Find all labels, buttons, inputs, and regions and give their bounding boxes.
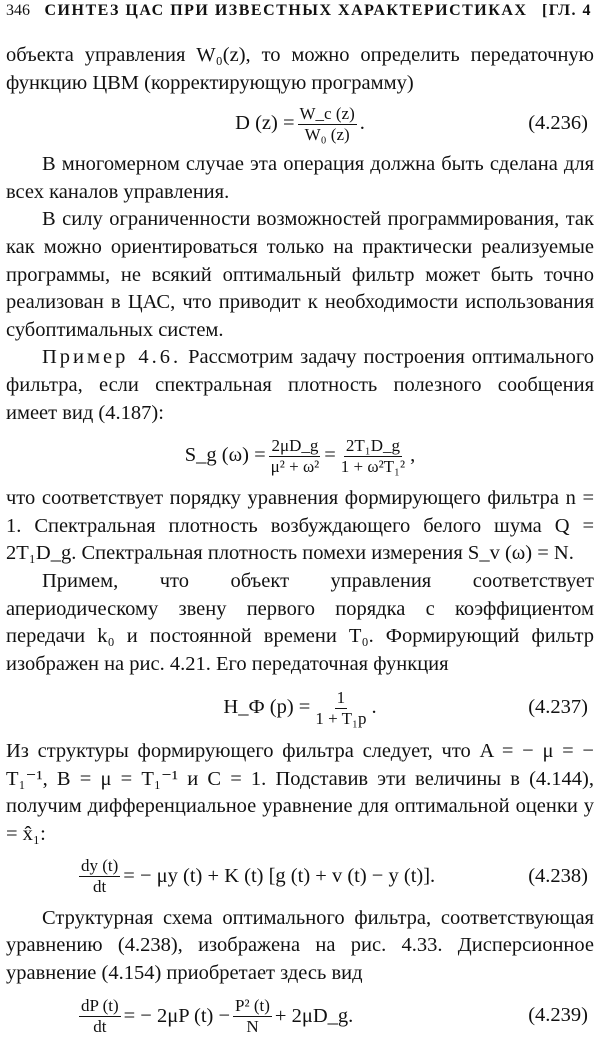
eq-4-238-numerator: dy (t) xyxy=(81,856,119,876)
eq-4-239-fraction-1 xyxy=(79,996,121,1037)
eq-sg-fraction-2 xyxy=(339,436,407,477)
eq-sg-numerator-2: 2T₁D_g xyxy=(345,435,400,455)
eq-4-236-fraction xyxy=(298,104,357,145)
eq-sg-lhs: S_g (ω) = xyxy=(184,444,266,467)
paragraph-5: что соответствует порядку уравнения формирующего фильтра n = 1. Спектральная плотность возбуждающего белого шума Q = 2T₁D_g. Спектральная плотность помехи измерения S_v (ω) = N. xyxy=(6,487,594,565)
eq-sg-equals: = xyxy=(324,444,336,467)
eq-sg-denominator-1: μ² + ω² xyxy=(270,456,320,476)
paragraph-8: Структурная схема оптимального фильтра, соответствующая уравнению (4.238), изображена на рис. 4.33. Дисперсионное уравнение (4.154) приобретает здесь вид xyxy=(6,906,594,984)
eq-4-239-denominator-2: N xyxy=(246,1016,259,1036)
eq-4-237-numerator: 1 xyxy=(336,687,346,707)
eq-4-239-rhs: + 2μD_g. xyxy=(274,1004,354,1027)
eq-4-239-numerator-1: dP (t) xyxy=(81,995,119,1015)
paragraph-1: объекта управления W₀(z), то можно определить передаточную функцию ЦВМ (корректирующую программу) xyxy=(6,44,594,94)
eq-4-236-denominator: W₀ (z) xyxy=(304,124,350,144)
equation-4-236 xyxy=(6,101,594,147)
eq-4-236-lhs: D (z) = xyxy=(235,112,295,135)
running-head xyxy=(6,2,592,20)
eq-4-239-fraction-2 xyxy=(233,996,272,1037)
paragraph-4-text: Рассмотрим задачу построения оптимального фильтра, если спектральная плотность полезного сообщения имеет вид (4.187): xyxy=(6,346,594,424)
equation-4-239 xyxy=(6,991,594,1041)
eq-4-236-tail: . xyxy=(359,112,365,135)
paragraph-3: В силу ограниченности возможностей программирования, так как можно ориентироваться только на практически реализуемые программы, не всякий оптимальный фильтр может быть точно реализован в ЦАС, что приводит к необходимости использования субоптимальных систем. xyxy=(6,208,594,341)
eq-4-238-rhs: = − μy (t) + K (t) [g (t) + v (t) − y (t)]. xyxy=(123,864,436,887)
eq-sg-fraction-1 xyxy=(269,436,322,477)
paragraph-4 xyxy=(6,344,594,427)
eq-4-237-tail: . xyxy=(371,696,377,719)
page-number: 346 xyxy=(6,2,30,19)
eq-4-238-fraction xyxy=(79,856,120,897)
eq-sg-denominator-2: 1 + ω²T₁² xyxy=(340,456,406,476)
eq-4-237-fraction xyxy=(313,688,368,729)
equation-spectral-density xyxy=(6,431,594,481)
paragraph-2: В многомерном случае эта операция должна быть сделана для всех каналов управления. xyxy=(6,153,594,203)
paragraph-7: Из структуры формирующего фильтра следует, что A = − μ = − T₁⁻¹, B = μ = T₁⁻¹ и C = 1. Подставив эти величины в (4.144), получим дифференциальное уравнение для оптимальной оценки y = x̂₁: xyxy=(6,740,594,846)
running-title: СИНТЕЗ ЦАС ПРИ ИЗВЕСТНЫХ ХАРАКТЕРИСТИКАХ xyxy=(44,2,528,19)
chapter-mark: [ГЛ. 4 xyxy=(541,2,592,19)
eq-4-238-denominator: dt xyxy=(93,877,107,897)
equation-4-238 xyxy=(6,853,594,901)
equation-number-4-237: (4.237) xyxy=(528,696,588,719)
eq-4-239-denominator-1: dt xyxy=(93,1016,107,1036)
eq-4-239-middle: = − 2μP (t) − xyxy=(123,1004,231,1027)
paragraph-6: Примем, что объект управления соответствует апериодическому звену первого порядка с коэффициентом передачи k₀ и постоянной времени T₀. Формирующий фильтр изображен на рис. 4.21. Его передаточная функция xyxy=(6,569,594,675)
example-label: Пример 4.6. xyxy=(42,346,182,369)
eq-4-237-lhs: H_Ф (p) = xyxy=(223,696,311,719)
eq-sg-numerator-1: 2μD_g xyxy=(271,435,319,455)
equation-4-237 xyxy=(6,682,594,734)
eq-4-236-numerator: W_c (z) xyxy=(299,103,355,123)
body-text xyxy=(6,42,594,1045)
equation-number-4-238: (4.238) xyxy=(528,864,588,887)
equation-number-4-236: (4.236) xyxy=(528,112,588,135)
equation-number-4-239: (4.239) xyxy=(528,1004,588,1027)
eq-4-239-numerator-2: P² (t) xyxy=(235,995,270,1015)
eq-4-237-denominator: 1 + T₁p xyxy=(315,708,367,728)
eq-sg-tail: , xyxy=(410,444,416,467)
